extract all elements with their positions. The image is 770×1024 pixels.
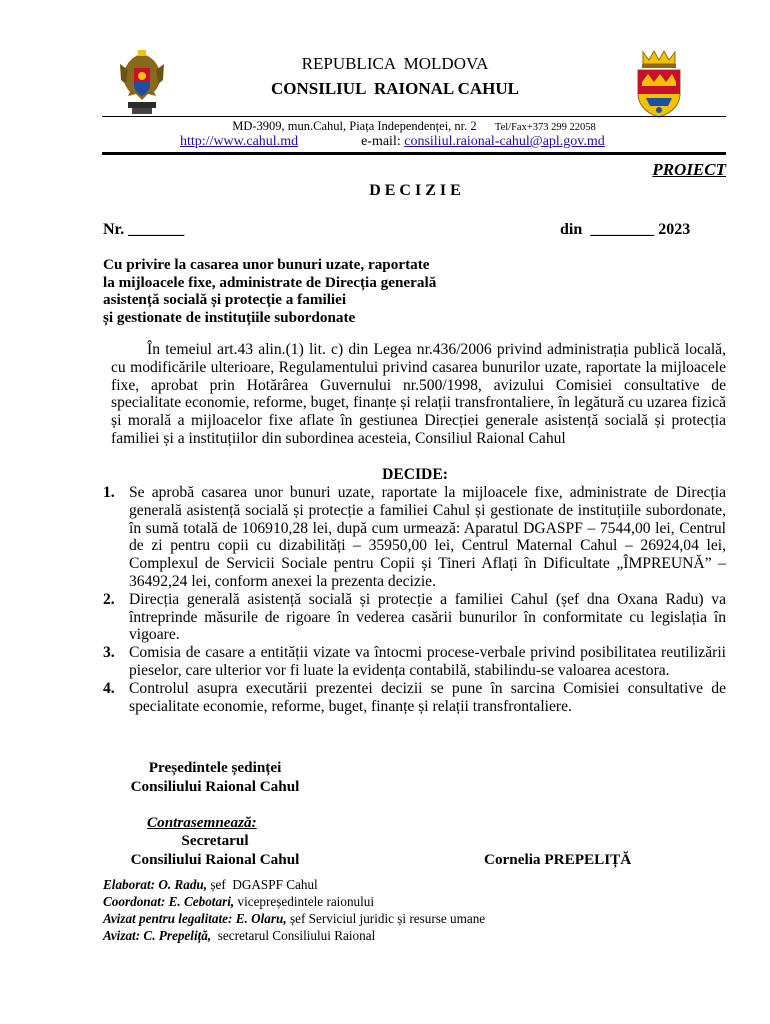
- email-label: e-mail:: [361, 134, 401, 149]
- decision-item: [103, 680, 726, 716]
- item-number: 1.: [103, 484, 115, 501]
- subject-line: Cu privire la casarea unor bunuri uzate, raportate: [103, 256, 430, 273]
- footer-text: șef Serviciul juridic și resurse umane: [286, 911, 486, 926]
- item-number: 4.: [103, 679, 115, 697]
- item-number: 3.: [103, 644, 115, 662]
- decision-number: Nr. _______: [103, 221, 185, 238]
- council-name: CONSILIUL RAIONAL CAHUL: [271, 79, 519, 98]
- phone-text: Tel/Fax+373 299 22058: [494, 122, 596, 133]
- decision-items: [103, 484, 726, 715]
- decide-heading: DECIDE:: [382, 466, 448, 483]
- secretary-title: Secretarul: [181, 832, 249, 849]
- preamble: În temeiul art.43 alin.(1) lit. c) din Legea nr.436/2006 privind administrația publică locală, cu modificările ulterioare, Regulamentului privind casarea bunurilor uzate, raportate la mijloacele fixe, aprobat prin Hotărârea Guvernului nr.500/1998, avizului Comisiei consultative de specialitate economie, reforme, buget, finanțe și relații transfrontaliere, în legătură cu uzarea fizică și morală a mijloacelor fixe aflate în gestiunea Direcției generale asistență socială și protecția familiei și a instituțiilor din subordinea acesteia, Consiliul Raional Cahul: [111, 341, 726, 447]
- footer-label: Avizat pentru legalitate: E. Olaru,: [103, 911, 287, 926]
- country-name: REPUBLICA MOLDOVA: [301, 54, 489, 73]
- header-thin-rule: [102, 116, 726, 117]
- footer-label: Coordonat: E. Cebotari,: [103, 894, 235, 909]
- footer-label: Elaborat: O. Radu,: [103, 877, 208, 892]
- secretary-council: Consiliului Raional Cahul: [130, 851, 300, 868]
- address-line: [102, 119, 726, 135]
- president-signature-block: [110, 758, 320, 796]
- president-council: Consiliului Raional Cahul: [130, 778, 300, 795]
- decision-date: din ________ 2023: [560, 221, 691, 238]
- footer-label: Avizat: C. Prepeliță,: [103, 928, 212, 943]
- secretary-signature-block: [110, 831, 320, 869]
- address-text: MD-3909, mun.Cahul, Piața Independenței, nr. 2: [232, 119, 477, 133]
- cahul-coat-of-arms-icon: [634, 48, 684, 118]
- subject-line: și gestionate de instituțiile subordonate: [103, 308, 356, 326]
- decision-item: [103, 591, 726, 644]
- subject-line: la mijloacele fixe, administrate de Direcția generală: [103, 273, 437, 291]
- project-status: PROIECT: [652, 160, 726, 179]
- secretary-name: Cornelia PREPELIȚĂ: [484, 851, 632, 868]
- footer-line-legal: [103, 910, 726, 927]
- item-text: Comisia de casare a entității vizate va întocmi procese-verbale privind posibilitatea reutilizării pieselor, care ulterior vor fi luate la evidența contabilă, stabilindu-se valoarea acestora.: [129, 644, 726, 679]
- decision-item: [103, 644, 726, 680]
- footer-text: secretarul Consiliului Raional: [211, 928, 376, 943]
- president-title: Președintele ședinței: [148, 759, 282, 776]
- header-thick-rule: [102, 152, 726, 155]
- decision-item: [103, 484, 726, 591]
- footer-line-endorsed: [103, 927, 726, 944]
- footer-text: vicepreședintele raionului: [234, 894, 375, 909]
- decision-subject: [103, 256, 523, 326]
- email-link[interactable]: consiliul.raional-cahul@apl.gov.md: [404, 134, 605, 149]
- subject-line: asistență socială și protecție a familiei: [103, 291, 347, 308]
- website-link[interactable]: http://www.cahul.md: [180, 134, 299, 149]
- footer-line-coordinated: [103, 893, 726, 910]
- document-title: D E C I Z I E: [369, 182, 461, 199]
- item-number: 2.: [103, 590, 115, 608]
- approval-footer: [103, 876, 726, 944]
- countersign-label: Contrasemnează:: [147, 814, 257, 831]
- footer-text: șef DGASPF Cahul: [207, 877, 318, 892]
- item-text: Direcția generală asistență socială și protecție a familiei Cahul (șef dna Oxana Radu) va întreprinde măsurile de rigoare în vederea casării bunurilor în conformitate cu legislația în vigoare.: [129, 590, 726, 644]
- item-text: Controlul asupra executării prezentei decizii se pune în sarcina Comisiei consultative de specialitate economie, reforme, buget, finanțe și relații transfrontaliere.: [129, 679, 726, 715]
- footer-line-elaborated: [103, 876, 726, 893]
- contact-line: [180, 134, 726, 150]
- item-text: Se aprobă casarea unor bunuri uzate, raportate la mijloacele fixe, administrate de Direcția generală asistență socială și protecție a familiei Cahul și gestionate de instituțiile subordonate, în sumă totală de 106910,28 lei, după cum urmează: Aparatul DGASPF – 7544,00 lei, Centrul de zi pentru copii cu dizabilități – 35950,00 lei, Centrul Maternal Cahul – 26924,04 lei, Complexul de Servicii Sociale pentru Copii și Tineri Aflați în Dificultate „ÎMPREUNĂ” – 36492,24 lei, conform anexei la prezenta decizie.: [129, 484, 726, 590]
- moldova-coat-of-arms-icon: [118, 50, 166, 116]
